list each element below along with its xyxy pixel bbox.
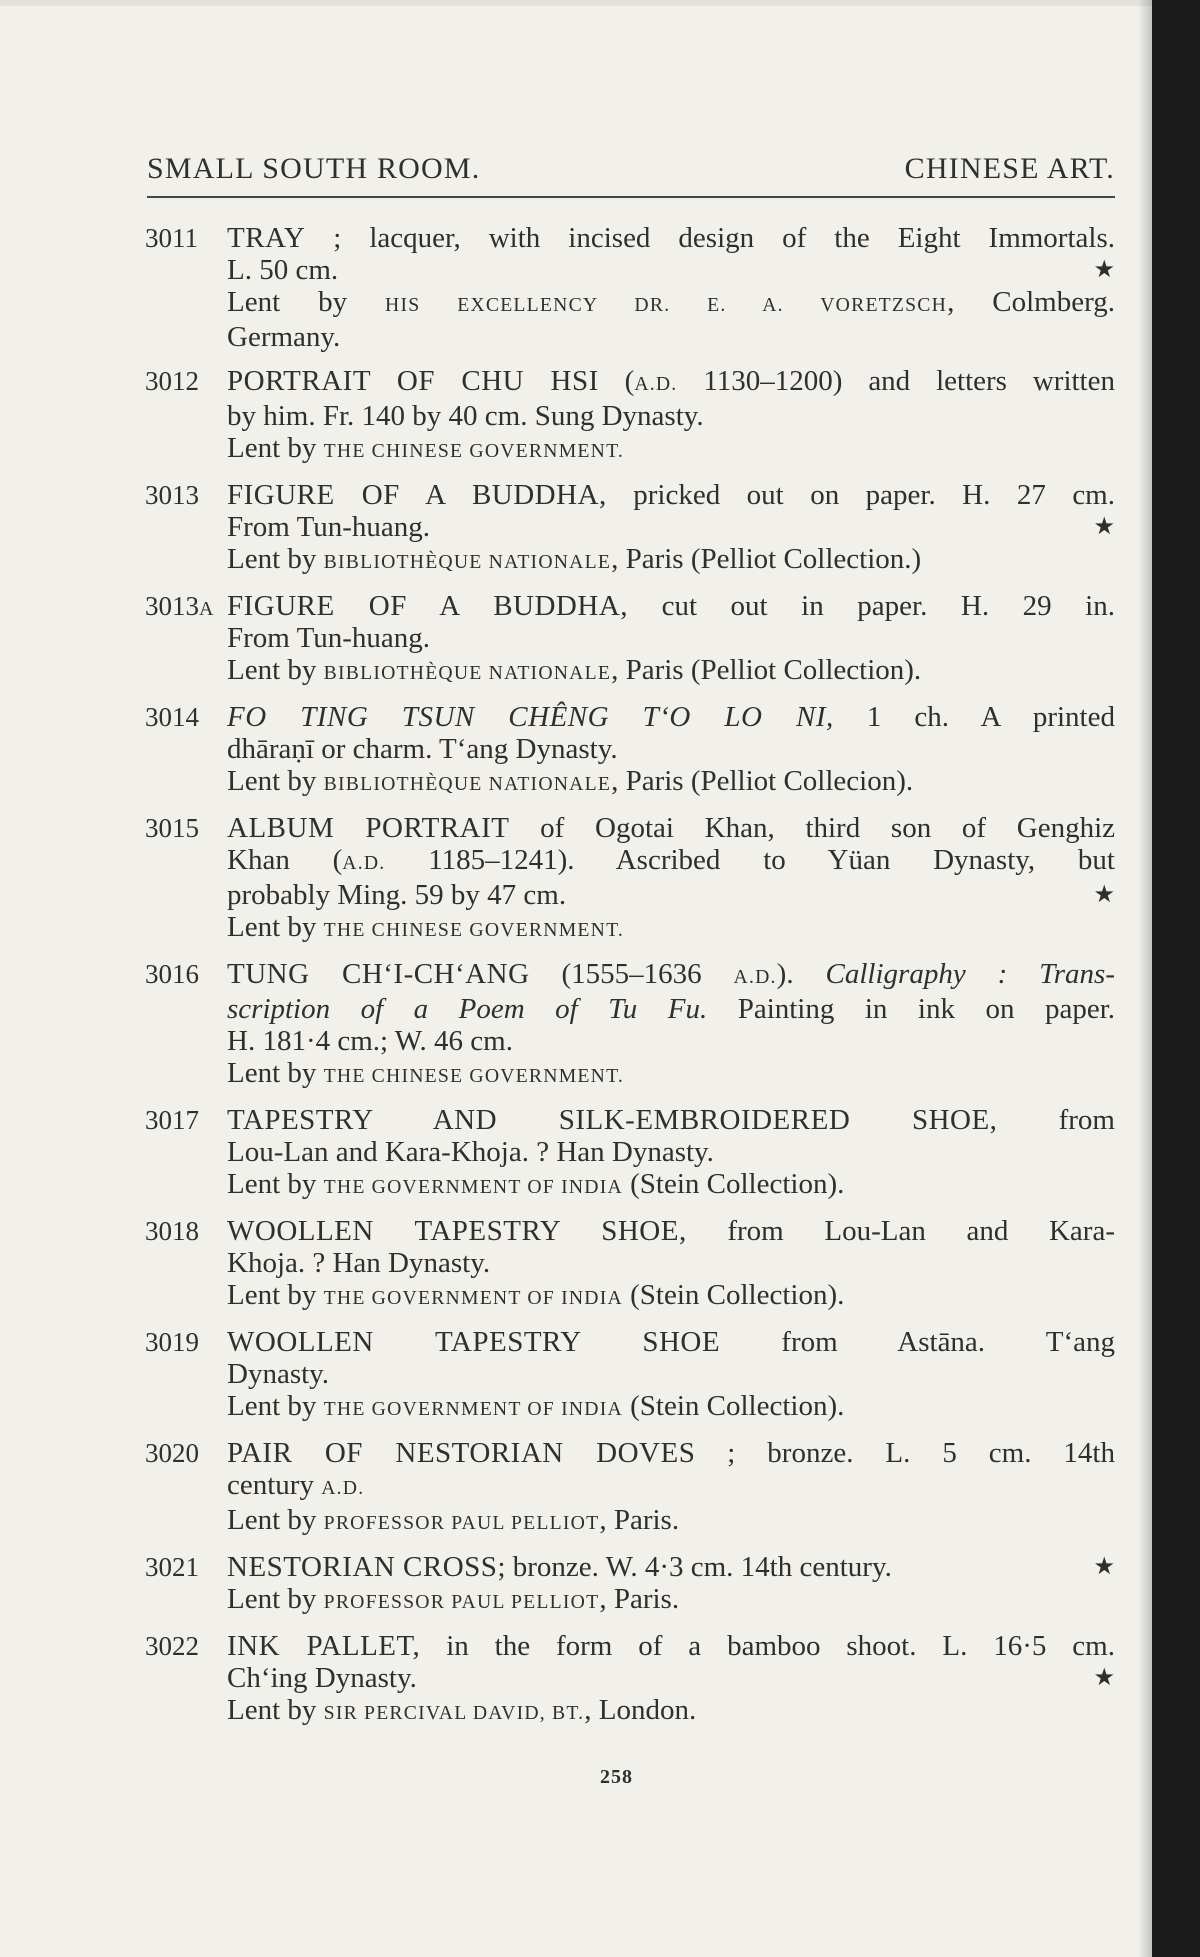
star-icon: ★ <box>1093 1554 1115 1580</box>
entry-description: 1 ch. A printed <box>833 701 1115 733</box>
entry-title: INK PALLET, <box>227 1630 421 1662</box>
entry-description: ( <box>598 365 635 397</box>
entry-title: WOOLLEN TAPESTRY SHOE, <box>227 1215 687 1247</box>
entry-description: ; bronze. W. 4·3 cm. 14th century. <box>497 1551 892 1583</box>
catalogue-entry-3014 <box>145 701 1115 800</box>
catalogue-entry-3020 <box>145 1437 1115 1539</box>
entry-lender-line <box>227 432 1115 467</box>
entry-description: 1130–1200) and letters written <box>677 365 1115 397</box>
entry-lender-line <box>227 1057 1115 1092</box>
lent-by-label: Lent by <box>227 1057 324 1089</box>
entry-line <box>227 1326 1115 1358</box>
entry-title: FIGURE OF A BUDDHA, <box>227 590 629 622</box>
entry-title: TRAY <box>227 222 306 254</box>
entry-lender-line <box>227 1390 1115 1425</box>
lent-by-label: Lent by <box>227 1583 324 1615</box>
entry-title: WOOLLEN TAPESTRY SHOE <box>227 1326 721 1358</box>
entry-title: FIGURE OF A BUDDHA, <box>227 479 607 511</box>
era-label: A.D. <box>634 373 678 395</box>
entry-number: 3013 <box>145 480 199 510</box>
lender-location: , Paris. <box>599 1583 680 1615</box>
entry-number: 3019 <box>145 1327 199 1357</box>
star-icon: ★ <box>1093 514 1115 540</box>
lender-location: , Paris. <box>599 1504 680 1536</box>
entry-description: Painting in ink on paper. <box>707 993 1115 1025</box>
lender-name: BIBLIOTHÈQUE NATIONALE <box>323 551 612 573</box>
entry-description: Dynasty. <box>227 1358 330 1390</box>
lender-location: (Stein Collection). <box>622 1279 845 1311</box>
lender-name: HIS EXCELLENCY DR. E. A. VORETZSCH <box>385 294 948 316</box>
entry-provenance: From Tun-huang. <box>227 511 431 543</box>
entry-lender-line <box>227 543 1115 578</box>
entry-description: from Astāna. T‘ang <box>720 1326 1115 1358</box>
catalogue-entry-3019 <box>145 1326 1115 1425</box>
entry-description: Khoja. ? Han Dynasty. <box>227 1247 491 1279</box>
entry-lender-line <box>227 1504 1115 1539</box>
entry-description: ; bronze. L. 5 cm. 14th <box>695 1437 1115 1469</box>
lender-name: BIBLIOTHÈQUE NATIONALE <box>323 773 612 795</box>
entry-lender-line <box>227 765 1115 800</box>
catalogue-entry-3017 <box>145 1104 1115 1203</box>
catalogue-entry-3021 <box>145 1551 1115 1618</box>
entry-description: of Ogotai Khan, third son of Genghiz <box>509 812 1116 844</box>
entry-number: 3018 <box>145 1216 199 1246</box>
lent-by-label: Lent by <box>227 1279 324 1311</box>
entry-number-suffix: A <box>199 598 214 620</box>
entry-description: in the form of a bamboo shoot. L. 16·5 cm. <box>420 1630 1115 1662</box>
entry-line <box>227 879 1115 911</box>
lender-name: PROFESSOR PAUL PELLIOT <box>323 1591 600 1613</box>
catalogue-entry-3013a <box>145 590 1115 689</box>
catalogue-entry-3015 <box>145 812 1115 946</box>
entry-line <box>227 1247 1115 1279</box>
lender-location: , Paris (Pelliot Collection.) <box>611 543 922 575</box>
entry-line <box>227 1630 1115 1662</box>
entry-number: 3015 <box>145 813 199 843</box>
lent-by-label: Lent by <box>227 765 324 797</box>
entry-description: (1555–1636 <box>529 958 734 990</box>
lent-by-label: Lent by <box>227 543 324 575</box>
entry-italic-title: scription of a Poem of Tu Fu. <box>227 993 708 1025</box>
entry-line <box>227 1358 1115 1390</box>
entry-line <box>227 1437 1115 1469</box>
entry-line <box>227 1104 1115 1136</box>
entry-lender-line <box>227 321 1115 353</box>
entry-line <box>227 254 1115 286</box>
entry-line <box>227 511 1115 543</box>
lender-name: BIBLIOTHÈQUE NATIONALE <box>323 662 612 684</box>
page-number: 258 <box>600 1766 633 1788</box>
entry-description: ; lacquer, with incised design of the Eight Immortals. <box>305 222 1115 254</box>
star-icon: ★ <box>1093 1665 1115 1691</box>
entry-title: ALBUM PORTRAIT <box>227 812 510 844</box>
running-head-right: CHINESE ART. <box>904 152 1115 185</box>
catalogue-entry-3016 <box>145 958 1115 1092</box>
lender-location: (Stein Collection). <box>622 1168 845 1200</box>
entry-italic-title: Calligraphy : Trans- <box>825 958 1115 990</box>
entry-title: PORTRAIT OF CHU HSI <box>227 365 599 397</box>
entry-description: 1185–1241). Ascribed to Yüan Dynasty, but <box>385 844 1115 876</box>
entry-line <box>227 622 1115 654</box>
entry-lender-line <box>227 1694 1115 1729</box>
entry-number: 3012 <box>145 366 199 396</box>
entry-lender-line <box>227 286 1115 321</box>
entry-line <box>227 365 1115 400</box>
lender-location: , Colmberg. <box>947 286 1115 318</box>
lender-location-continued: Germany. <box>227 321 341 353</box>
entry-dimensions: probably Ming. 59 by 47 cm. <box>227 879 567 911</box>
entry-description: by him. Fr. 140 by 40 cm. Sung Dynasty. <box>227 400 704 432</box>
entry-line <box>227 1551 1115 1583</box>
lent-by-label: Lent by <box>227 654 324 686</box>
entry-number: 3016 <box>145 959 199 989</box>
entry-line <box>227 479 1115 511</box>
entry-line <box>227 590 1115 622</box>
lender-name: THE GOVERNMENT OF INDIA <box>323 1398 623 1420</box>
entry-number: 3014 <box>145 702 199 732</box>
entry-description: ). <box>776 958 826 990</box>
lent-by-label: Lent by <box>227 1390 324 1422</box>
entry-number: 3011 <box>145 223 198 253</box>
era-label: A.D. <box>321 1477 365 1499</box>
entry-lender-line <box>227 1168 1115 1203</box>
lent-by-label: Lent by <box>227 1504 324 1536</box>
entry-dimensions: H. 181·4 cm.; W. 46 cm. <box>227 1025 513 1057</box>
entry-title: NESTORIAN CROSS <box>227 1551 498 1583</box>
lent-by-label: Lent by <box>227 1694 324 1726</box>
lender-name: THE CHINESE GOVERNMENT. <box>323 440 624 462</box>
entry-description: from <box>997 1104 1115 1136</box>
lent-by-label: Lent by <box>227 286 386 318</box>
lender-location: , Paris (Pelliot Collecion). <box>611 765 914 797</box>
era-label: A.D. <box>733 966 777 988</box>
entry-line <box>227 701 1115 733</box>
entry-line <box>227 993 1115 1025</box>
entry-description: Khan ( <box>227 844 343 876</box>
entry-line <box>227 733 1115 765</box>
lender-name: THE GOVERNMENT OF INDIA <box>323 1287 623 1309</box>
lent-by-label: Lent by <box>227 1168 324 1200</box>
entry-line <box>227 222 1115 254</box>
catalogue-entries <box>145 222 1115 1741</box>
entry-lender-line <box>227 1583 1115 1618</box>
entry-description: dhāraṇī or charm. T‘ang Dynasty. <box>227 733 618 765</box>
entry-title: FO TING TSUN CHÊNG T‘O LO NI, <box>227 701 834 733</box>
entry-line <box>227 812 1115 844</box>
entry-lender-line <box>227 654 1115 689</box>
entry-description: Lou-Lan and Kara-Khoja. ? Han Dynasty. <box>227 1136 714 1168</box>
running-head <box>147 140 1115 186</box>
star-icon: ★ <box>1093 257 1115 283</box>
entry-number <box>145 590 225 625</box>
entry-line <box>227 1469 1115 1504</box>
lender-location: , Paris (Pelliot Collection). <box>611 654 922 686</box>
entry-line <box>227 1136 1115 1168</box>
entry-description: pricked out on paper. H. 27 cm. <box>606 479 1115 511</box>
lent-by-label: Lent by <box>227 432 324 464</box>
lender-location: (Stein Collection). <box>622 1390 845 1422</box>
entry-title: PAIR OF NESTORIAN DOVES <box>227 1437 696 1469</box>
entry-description: from Lou-Lan and Kara- <box>686 1215 1115 1247</box>
entry-description: century <box>227 1469 322 1501</box>
entry-description: cut out in paper. H. 29 in. <box>628 590 1115 622</box>
lender-name: SIR PERCIVAL DAVID, BT. <box>323 1702 585 1724</box>
entry-line <box>227 958 1115 993</box>
entry-dimensions: L. 50 cm. <box>227 254 339 286</box>
lender-name: THE CHINESE GOVERNMENT. <box>323 919 624 941</box>
lender-location: , London. <box>584 1694 697 1726</box>
entry-number-main: 3013 <box>145 591 199 621</box>
entry-number: 3021 <box>145 1552 199 1582</box>
running-head-left: SMALL SOUTH ROOM. <box>147 152 481 185</box>
catalogue-entry-3013 <box>145 479 1115 578</box>
entry-title: TAPESTRY AND SILK-EMBROIDERED SHOE, <box>227 1104 998 1136</box>
lent-by-label: Lent by <box>227 911 324 943</box>
entry-number: 3017 <box>145 1105 199 1135</box>
header-rule <box>147 196 1115 198</box>
entry-line <box>227 1662 1115 1694</box>
entry-provenance: From Tun-huang. <box>227 622 431 654</box>
entry-lender-line <box>227 911 1115 946</box>
entry-line <box>227 1025 1115 1057</box>
entry-description: Ch‘ing Dynasty. <box>227 1662 417 1694</box>
catalogue-entry-3018 <box>145 1215 1115 1314</box>
lender-name: THE CHINESE GOVERNMENT. <box>323 1065 624 1087</box>
entry-number: 3022 <box>145 1631 199 1661</box>
star-icon: ★ <box>1093 882 1115 908</box>
lender-name: PROFESSOR PAUL PELLIOT <box>323 1512 600 1534</box>
entry-line <box>227 844 1115 879</box>
catalogue-entry-3012 <box>145 365 1115 467</box>
entry-lender-line <box>227 1279 1115 1314</box>
entry-title: TUNG CH‘I-CH‘ANG <box>227 958 530 990</box>
catalogue-entry-3022 <box>145 1630 1115 1729</box>
catalogue-entry-3011 <box>145 222 1115 353</box>
entry-line <box>227 400 1115 432</box>
entry-line <box>227 1215 1115 1247</box>
page-right-edge <box>1152 0 1200 1957</box>
era-label: A.D. <box>342 852 386 874</box>
entry-number: 3020 <box>145 1438 199 1468</box>
lender-name: THE GOVERNMENT OF INDIA <box>323 1176 623 1198</box>
